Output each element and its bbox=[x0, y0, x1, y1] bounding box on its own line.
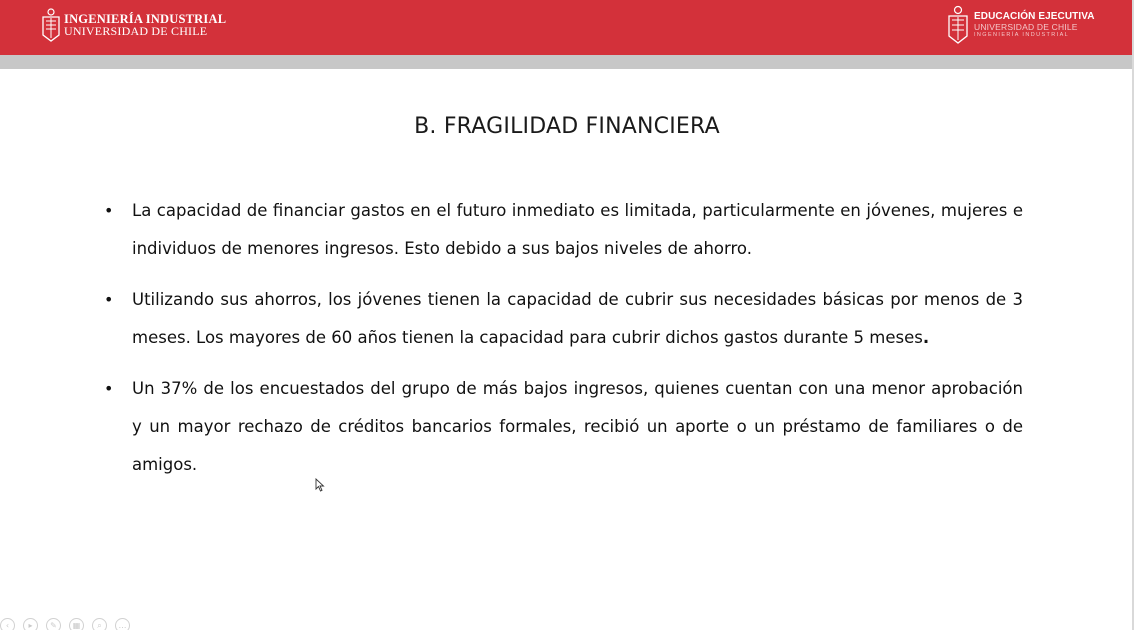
logo-right-line-2: UNIVERSIDAD DE CHILE bbox=[974, 22, 1078, 32]
bullet-text: Utilizando sus ahorros, los jóvenes tienen la capacidad de cubrir sus necesidades básicas por menos de 3 meses. Los mayores de 60 años tienen la capacidad para cubrir dichos gastos durante 5 meses bbox=[132, 289, 1023, 348]
logo-ingenieria-industrial bbox=[42, 8, 226, 42]
university-crest-icon bbox=[948, 5, 968, 45]
slide-title: B. FRAGILIDAD FINANCIERA bbox=[414, 114, 720, 139]
bullet-text: La capacidad de financiar gastos en el futuro inmediato es limitada, particularmente en jóvenes, mujeres e individuos de menores ingresos. Esto debido a sus bajos niveles de ahorro. bbox=[132, 201, 1023, 259]
logo-right-line-3: INGENIERÍA INDUSTRIAL bbox=[974, 32, 1070, 38]
bullet-item bbox=[104, 370, 1023, 485]
slideshow-controls bbox=[0, 618, 130, 630]
previous-icon[interactable]: ‹ bbox=[0, 618, 15, 630]
play-icon[interactable]: ▸ bbox=[23, 618, 38, 630]
bullet-dot: • bbox=[104, 289, 114, 309]
bullet-text: Un 37% de los encuestados del grupo de más bajos ingresos, quienes cuentan con una menor aprobación y un mayor rechazo de créditos bancarios formales, recibió un aporte o un préstamo de familiares o de amigos. bbox=[132, 378, 1023, 475]
bullet-dot: • bbox=[104, 378, 114, 398]
logo-right-line-1: EDUCACIÓN EJECUTIVA bbox=[974, 11, 1095, 22]
mouse-pointer-icon bbox=[315, 477, 325, 496]
pen-icon[interactable]: ✎ bbox=[46, 618, 61, 630]
logo-line-1: INGENIERÍA INDUSTRIAL bbox=[64, 12, 227, 26]
bullet-item bbox=[104, 281, 1023, 358]
header-divider bbox=[0, 55, 1134, 69]
logo-educacion-ejecutiva bbox=[948, 5, 1095, 45]
bullet-item bbox=[104, 192, 1023, 269]
zoom-icon[interactable]: ⌕ bbox=[92, 618, 107, 630]
slides-grid-icon[interactable]: ▦ bbox=[69, 618, 84, 630]
bullet-dot: • bbox=[104, 201, 114, 220]
bullet-bold-period: . bbox=[922, 328, 930, 348]
bullet-list bbox=[104, 192, 1023, 497]
university-crest-icon bbox=[42, 8, 60, 42]
more-icon[interactable]: … bbox=[115, 618, 130, 630]
logo-line-2: UNIVERSIDAD DE CHILE bbox=[64, 24, 208, 38]
